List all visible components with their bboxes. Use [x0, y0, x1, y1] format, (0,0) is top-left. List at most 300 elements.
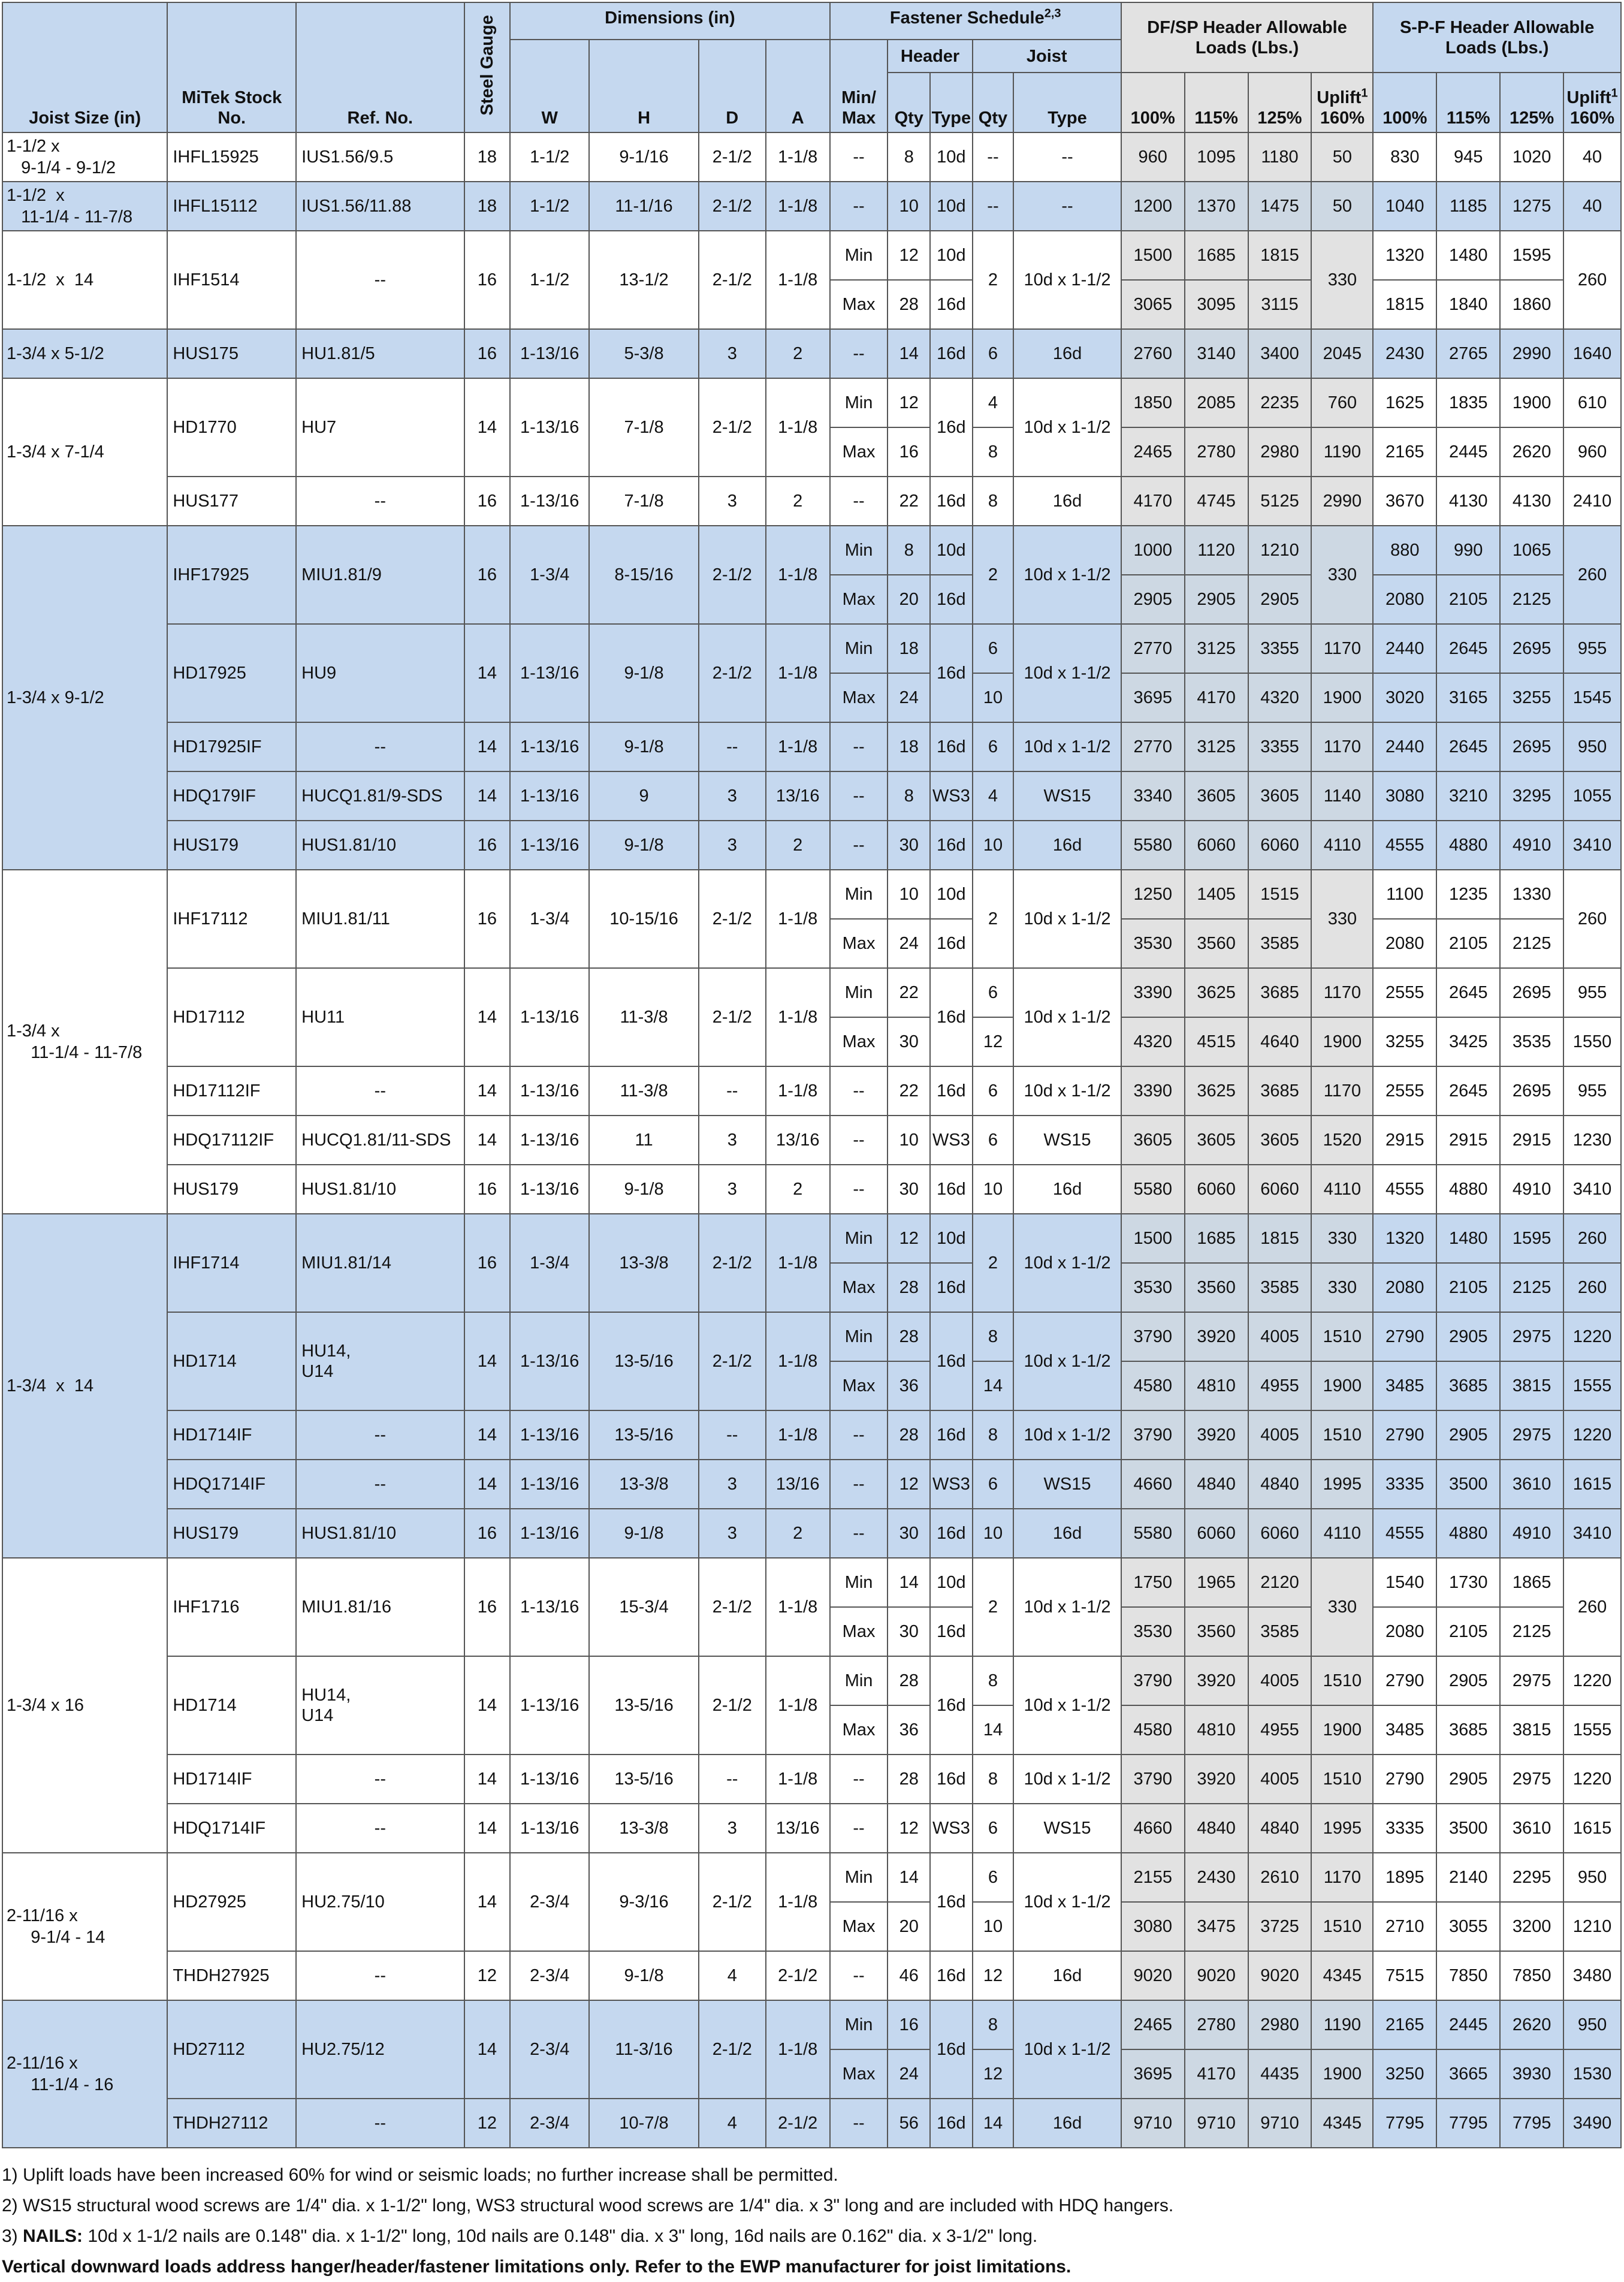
cell-joist-type: 16d: [1013, 2099, 1121, 2148]
cell-dim-d: 3: [699, 821, 766, 870]
cell-header-qty: 20: [888, 1902, 930, 1951]
cell-joist-type: 10d x 1-1/2: [1013, 1214, 1121, 1312]
cell-dim-a: 13/16: [766, 771, 830, 821]
cell-header-qty: 16: [888, 2000, 930, 2049]
cell-dim-h: 10-7/8: [589, 2099, 699, 2148]
cell-df-100: 5580: [1121, 1165, 1185, 1214]
cell-df-uplift: 330: [1311, 870, 1373, 968]
cell-spf-uplift: 40: [1563, 182, 1621, 231]
cell-dim-w: 2-3/4: [510, 1853, 589, 1951]
cell-joist-type: 16d: [1013, 1951, 1121, 2000]
cell-joist-qty: 8: [973, 477, 1014, 526]
cell-df-100: 3530: [1121, 919, 1185, 968]
cell-spf-115: 4880: [1436, 821, 1500, 870]
cell-header-qty: 28: [888, 1410, 930, 1460]
cell-min-max: Max: [830, 1705, 888, 1755]
cell-spf-115: 2915: [1436, 1116, 1500, 1165]
cell-df-uplift: 1900: [1311, 1017, 1373, 1066]
df-uplift-label: Uplift: [1317, 88, 1362, 107]
cell-dim-w: 1-13/16: [510, 821, 589, 870]
cell-df-125: 1815: [1248, 231, 1312, 280]
cell-dim-h: 13-3/8: [589, 1460, 699, 1509]
cell-dim-h: 13-5/16: [589, 1755, 699, 1804]
cell-spf-115: 1835: [1436, 378, 1500, 427]
cell-min-max: Max: [830, 1607, 888, 1656]
cell-df-125: 1180: [1248, 132, 1312, 182]
cell-df-100: 3340: [1121, 771, 1185, 821]
cell-dim-a: 1-1/8: [766, 1558, 830, 1656]
cell-dim-h: 11-3/8: [589, 968, 699, 1066]
cell-ref-no: --: [296, 1755, 464, 1804]
cell-df-115: 3560: [1185, 1607, 1248, 1656]
cell-joist-type: 10d x 1-1/2: [1013, 2000, 1121, 2099]
cell-spf-100: 2080: [1373, 575, 1436, 624]
cell-spf-125: 3200: [1500, 1902, 1563, 1951]
cell-min-max: Min: [830, 1312, 888, 1361]
cell-spf-100: 3335: [1373, 1804, 1436, 1853]
cell-df-uplift: 1190: [1311, 2000, 1373, 2049]
cell-header-type: 10d: [930, 1558, 973, 1607]
cell-df-125: 3585: [1248, 919, 1312, 968]
cell-spf-100: 2080: [1373, 919, 1436, 968]
cell-df-115: 9710: [1185, 2099, 1248, 2148]
cell-spf-115: 2105: [1436, 1607, 1500, 1656]
cell-dim-w: 1-13/16: [510, 771, 589, 821]
fastener-group: [830, 2, 1121, 40]
cell-dim-a: 2: [766, 1165, 830, 1214]
cell-df-100: 4580: [1121, 1705, 1185, 1755]
cell-dim-d: --: [699, 722, 766, 771]
cell-min-max: --: [830, 1460, 888, 1509]
cell-spf-125: 3535: [1500, 1017, 1563, 1066]
cell-stock-no: IHFL15112: [167, 182, 296, 231]
table-row: [2, 968, 1621, 1017]
table-row: [2, 477, 1621, 526]
cell-spf-100: 3250: [1373, 2049, 1436, 2099]
cell-df-125: 3355: [1248, 624, 1312, 673]
cell-df-100: 1000: [1121, 526, 1185, 575]
cell-spf-uplift: 1530: [1563, 2049, 1621, 2099]
cell-spf-uplift: 40: [1563, 132, 1621, 182]
cell-stock-no: HDQ179IF: [167, 771, 296, 821]
cell-dim-w: 2-3/4: [510, 1951, 589, 2000]
cell-df-uplift: 1995: [1311, 1460, 1373, 1509]
table-row: [2, 182, 1621, 231]
cell-dim-h: 13-5/16: [589, 1656, 699, 1755]
cell-min-max: Min: [830, 1214, 888, 1263]
cell-df-115: 1095: [1185, 132, 1248, 182]
cell-ref-no: --: [296, 1066, 464, 1116]
cell-df-125: 1475: [1248, 182, 1312, 231]
cell-joist-size: 1-1/2 x 14: [2, 231, 167, 329]
cell-df-uplift: 1900: [1311, 1705, 1373, 1755]
cell-spf-125: 4910: [1500, 1165, 1563, 1214]
cell-dim-h: 9-1/8: [589, 624, 699, 722]
fastener-sup: 2,3: [1044, 7, 1061, 20]
cell-dim-w: 1-3/4: [510, 870, 589, 968]
cell-df-125: 5125: [1248, 477, 1312, 526]
cell-spf-uplift: 1545: [1563, 673, 1621, 722]
cell-spf-uplift: 260: [1563, 1558, 1621, 1656]
cell-joist-qty: 10: [973, 673, 1014, 722]
cell-spf-115: 3685: [1436, 1705, 1500, 1755]
cell-header-type: 16d: [930, 821, 973, 870]
cell-spf-125: 2695: [1500, 624, 1563, 673]
footnote-2: 2) WS15 structural wood screws are 1/4" dia. x 1-1/2" long, WS3 structural wood screws are 1/4" dia. x 3" long and are included with HDQ hangers.: [2, 2196, 1174, 2215]
col-spf-125: 125%: [1500, 73, 1563, 132]
cell-spf-115: 3685: [1436, 1361, 1500, 1410]
cell-spf-115: 3425: [1436, 1017, 1500, 1066]
cell-df-125: 3605: [1248, 1116, 1312, 1165]
cell-spf-125: 7795: [1500, 2099, 1563, 2148]
cell-dim-w: 1-13/16: [510, 378, 589, 477]
cell-joist-type: 10d x 1-1/2: [1013, 722, 1121, 771]
cell-df-115: 4810: [1185, 1705, 1248, 1755]
col-joist-size: Joist Size (in): [2, 2, 167, 132]
cell-joist-qty: 14: [973, 1705, 1014, 1755]
cell-dim-d: 3: [699, 771, 766, 821]
cell-header-qty: 10: [888, 870, 930, 919]
cell-spf-125: 3815: [1500, 1361, 1563, 1410]
cell-df-100: 2760: [1121, 329, 1185, 378]
cell-dim-d: 4: [699, 2099, 766, 2148]
cell-spf-115: 3500: [1436, 1460, 1500, 1509]
cell-df-125: 2980: [1248, 2000, 1312, 2049]
col-joist-type: Type: [1013, 73, 1121, 132]
cell-header-type: 16d: [930, 280, 973, 329]
cell-spf-125: 2695: [1500, 1066, 1563, 1116]
cell-dim-h: 7-1/8: [589, 378, 699, 477]
cell-df-125: 6060: [1248, 1165, 1312, 1214]
cell-dim-a: 1-1/8: [766, 624, 830, 722]
cell-dim-w: 1-13/16: [510, 1755, 589, 1804]
cell-ref-no: --: [296, 1804, 464, 1853]
cell-steel-gauge: 18: [464, 182, 511, 231]
cell-joist-type: WS15: [1013, 1460, 1121, 1509]
cell-df-100: 2155: [1121, 1853, 1185, 1902]
cell-spf-100: 1320: [1373, 1214, 1436, 1263]
cell-steel-gauge: 16: [464, 231, 511, 329]
cell-spf-125: 2975: [1500, 1755, 1563, 1804]
cell-header-qty: 12: [888, 1214, 930, 1263]
cell-spf-115: 2105: [1436, 919, 1500, 968]
cell-header-type: 16d: [930, 968, 973, 1066]
cell-spf-125: 2125: [1500, 1263, 1563, 1312]
col-minmax: Min/ Max: [830, 40, 888, 132]
cell-df-uplift: 1170: [1311, 624, 1373, 673]
cell-dim-d: 2-1/2: [699, 378, 766, 477]
cell-spf-125: 2620: [1500, 427, 1563, 477]
table-row: [2, 1214, 1621, 1263]
table-row: [2, 378, 1621, 427]
cell-df-uplift: 1510: [1311, 1312, 1373, 1361]
cell-df-100: 4660: [1121, 1804, 1185, 1853]
cell-dim-a: 1-1/8: [766, 1410, 830, 1460]
cell-spf-100: 830: [1373, 132, 1436, 182]
cell-dim-a: 1-1/8: [766, 231, 830, 329]
cell-joist-qty: 8: [973, 1312, 1014, 1361]
cell-min-max: --: [830, 771, 888, 821]
cell-dim-a: 1-1/8: [766, 1656, 830, 1755]
cell-dim-w: 1-13/16: [510, 1656, 589, 1755]
cell-df-100: 4320: [1121, 1017, 1185, 1066]
cell-dim-h: 15-3/4: [589, 1558, 699, 1656]
cell-spf-125: 1865: [1500, 1558, 1563, 1607]
cell-df-115: 4840: [1185, 1460, 1248, 1509]
cell-header-qty: 18: [888, 624, 930, 673]
cell-dim-a: 1-1/8: [766, 1214, 830, 1312]
cell-dim-d: 2-1/2: [699, 526, 766, 624]
cell-joist-size: 1-3/4 x 5-1/2: [2, 329, 167, 378]
cell-joist-type: WS15: [1013, 1804, 1121, 1853]
cell-spf-115: 2105: [1436, 1263, 1500, 1312]
cell-header-qty: 12: [888, 1804, 930, 1853]
cell-stock-no: HUS177: [167, 477, 296, 526]
table-row: [2, 1312, 1621, 1361]
cell-joist-size: 1-3/4 x 9-1/2: [2, 526, 167, 870]
cell-df-125: 4955: [1248, 1705, 1312, 1755]
col-header-type: Type: [930, 73, 973, 132]
cell-stock-no: HD27925: [167, 1853, 296, 1951]
cell-header-type: 16d: [930, 1263, 973, 1312]
cell-header-type: 16d: [930, 575, 973, 624]
cell-spf-uplift: 1615: [1563, 1804, 1621, 1853]
cell-joist-qty: 6: [973, 722, 1014, 771]
cell-df-115: 1120: [1185, 526, 1248, 575]
cell-df-100: 2770: [1121, 624, 1185, 673]
cell-dim-w: 1-1/2: [510, 231, 589, 329]
cell-df-100: 1500: [1121, 1214, 1185, 1263]
cell-steel-gauge: 16: [464, 1165, 511, 1214]
cell-dim-a: 2-1/2: [766, 1951, 830, 2000]
col-a: A: [766, 40, 830, 132]
cell-df-115: 3475: [1185, 1902, 1248, 1951]
cell-header-type: 16d: [930, 1951, 973, 2000]
cell-df-115: 6060: [1185, 1509, 1248, 1558]
col-df-115: 115%: [1185, 73, 1248, 132]
cell-header-qty: 46: [888, 1951, 930, 2000]
cell-min-max: --: [830, 2099, 888, 2148]
cell-header-qty: 22: [888, 1066, 930, 1116]
cell-spf-125: 7850: [1500, 1951, 1563, 2000]
cell-dim-w: 1-13/16: [510, 1116, 589, 1165]
cell-spf-uplift: 955: [1563, 1066, 1621, 1116]
cell-df-100: 3390: [1121, 968, 1185, 1017]
cell-df-100: 5580: [1121, 1509, 1185, 1558]
cell-dim-d: 3: [699, 477, 766, 526]
cell-df-115: 2780: [1185, 2000, 1248, 2049]
cell-min-max: Max: [830, 575, 888, 624]
cell-df-115: 3920: [1185, 1312, 1248, 1361]
cell-min-max: --: [830, 722, 888, 771]
cell-joist-size: 2-11/16 x 9-1/4 - 14: [2, 1853, 167, 2000]
table-body: [2, 132, 1621, 2148]
cell-spf-125: 2695: [1500, 968, 1563, 1017]
cell-spf-125: 1275: [1500, 182, 1563, 231]
cell-joist-type: 10d x 1-1/2: [1013, 1656, 1121, 1755]
cell-joist-qty: 6: [973, 329, 1014, 378]
cell-steel-gauge: 16: [464, 1509, 511, 1558]
table-row: [2, 1558, 1621, 1607]
cell-joist-type: --: [1013, 132, 1121, 182]
cell-joist-type: 16d: [1013, 821, 1121, 870]
col-spf-115: 115%: [1436, 73, 1500, 132]
df-group: DF/SP Header Allowable Loads (Lbs.): [1121, 2, 1374, 73]
cell-ref-no: HUS1.81/10: [296, 821, 464, 870]
cell-header-type: 16d: [930, 1607, 973, 1656]
cell-steel-gauge: 14: [464, 968, 511, 1066]
cell-stock-no: HUS179: [167, 1165, 296, 1214]
cell-df-125: 3400: [1248, 329, 1312, 378]
cell-df-125: 4435: [1248, 2049, 1312, 2099]
cell-stock-no: HDQ17112IF: [167, 1116, 296, 1165]
cell-df-125: 3355: [1248, 722, 1312, 771]
cell-joist-qty: 8: [973, 1755, 1014, 1804]
cell-df-uplift: 4345: [1311, 1951, 1373, 2000]
cell-header-type: 16d: [930, 1755, 973, 1804]
cell-joist-size: 2-11/16 x 11-1/4 - 16: [2, 2000, 167, 2148]
cell-df-115: 3920: [1185, 1755, 1248, 1804]
cell-df-uplift: 330: [1311, 526, 1373, 624]
cell-stock-no: HDQ1714IF: [167, 1804, 296, 1853]
cell-min-max: Max: [830, 919, 888, 968]
cell-spf-125: 1065: [1500, 526, 1563, 575]
footnote-3-prefix: 3): [2, 2226, 23, 2246]
cell-header-qty: 28: [888, 280, 930, 329]
cell-df-125: 3605: [1248, 771, 1312, 821]
cell-spf-115: 2905: [1436, 1755, 1500, 1804]
cell-df-uplift: 1510: [1311, 1410, 1373, 1460]
cell-stock-no: HD17925IF: [167, 722, 296, 771]
cell-min-max: --: [830, 1951, 888, 2000]
cell-joist-qty: --: [973, 132, 1014, 182]
cell-spf-125: 1860: [1500, 280, 1563, 329]
cell-spf-uplift: 1555: [1563, 1361, 1621, 1410]
cell-df-125: 3585: [1248, 1263, 1312, 1312]
cell-df-125: 1515: [1248, 870, 1312, 919]
cell-dim-d: 2-1/2: [699, 1656, 766, 1755]
cell-spf-100: 2165: [1373, 2000, 1436, 2049]
cell-dim-a: 1-1/8: [766, 182, 830, 231]
cell-spf-115: 1840: [1436, 280, 1500, 329]
cell-joist-type: 10d x 1-1/2: [1013, 1312, 1121, 1410]
cell-df-100: 9710: [1121, 2099, 1185, 2148]
cell-spf-125: 3255: [1500, 673, 1563, 722]
cell-df-uplift: 330: [1311, 231, 1373, 329]
cell-header-qty: 12: [888, 231, 930, 280]
cell-joist-qty: 4: [973, 771, 1014, 821]
cell-spf-100: 2555: [1373, 968, 1436, 1017]
cell-spf-125: 2975: [1500, 1656, 1563, 1705]
cell-stock-no: HD1714: [167, 1656, 296, 1755]
joist-hanger-table: [2, 2, 1622, 2148]
cell-df-125: 4320: [1248, 673, 1312, 722]
spf-uplift-pct: 160%: [1569, 108, 1615, 128]
table-row: [2, 1066, 1621, 1116]
cell-df-125: 4005: [1248, 1755, 1312, 1804]
cell-spf-115: 4130: [1436, 477, 1500, 526]
spf-uplift-sup: 1: [1611, 86, 1618, 100]
cell-steel-gauge: 14: [464, 1066, 511, 1116]
cell-joist-qty: 2: [973, 870, 1014, 968]
cell-df-115: 3605: [1185, 771, 1248, 821]
cell-steel-gauge: 16: [464, 870, 511, 968]
dimensions-group: Dimensions (in): [510, 2, 830, 40]
col-df-100: 100%: [1121, 73, 1185, 132]
cell-dim-w: 1-13/16: [510, 1312, 589, 1410]
cell-stock-no: HUS179: [167, 821, 296, 870]
cell-min-max: --: [830, 477, 888, 526]
cell-joist-type: 10d x 1-1/2: [1013, 1558, 1121, 1656]
cell-header-qty: 14: [888, 1853, 930, 1902]
cell-spf-uplift: 960: [1563, 427, 1621, 477]
cell-joist-qty: 6: [973, 624, 1014, 673]
cell-header-type: WS3: [930, 1804, 973, 1853]
cell-spf-115: 945: [1436, 132, 1500, 182]
cell-dim-h: 9-1/8: [589, 1165, 699, 1214]
cell-ref-no: --: [296, 231, 464, 329]
cell-spf-uplift: 3410: [1563, 1509, 1621, 1558]
cell-df-115: 4810: [1185, 1361, 1248, 1410]
cell-df-115: 3560: [1185, 1263, 1248, 1312]
cell-joist-qty: 6: [973, 1066, 1014, 1116]
cell-stock-no: HD1714IF: [167, 1410, 296, 1460]
cell-header-type: 16d: [930, 1410, 973, 1460]
cell-ref-no: MIU1.81/14: [296, 1214, 464, 1312]
cell-header-qty: 30: [888, 1509, 930, 1558]
cell-df-100: 1250: [1121, 870, 1185, 919]
cell-spf-uplift: 260: [1563, 231, 1621, 329]
cell-spf-125: 2125: [1500, 1607, 1563, 1656]
cell-df-uplift: 1520: [1311, 1116, 1373, 1165]
cell-dim-w: 1-13/16: [510, 968, 589, 1066]
cell-df-115: 4745: [1185, 477, 1248, 526]
table-row: [2, 329, 1621, 378]
cell-joist-qty: 14: [973, 2099, 1014, 2148]
cell-dim-d: 3: [699, 1804, 766, 1853]
cell-stock-no: IHF17925: [167, 526, 296, 624]
cell-df-uplift: 1190: [1311, 427, 1373, 477]
cell-joist-qty: 4: [973, 378, 1014, 427]
table-row: [2, 132, 1621, 182]
cell-dim-a: 1-1/8: [766, 378, 830, 477]
cell-spf-100: 2915: [1373, 1116, 1436, 1165]
cell-min-max: Min: [830, 624, 888, 673]
cell-ref-no: --: [296, 1460, 464, 1509]
cell-spf-115: 2905: [1436, 1312, 1500, 1361]
cell-spf-100: 2440: [1373, 624, 1436, 673]
cell-spf-115: 2765: [1436, 329, 1500, 378]
cell-df-100: 2770: [1121, 722, 1185, 771]
cell-spf-100: 880: [1373, 526, 1436, 575]
cell-dim-a: 2: [766, 821, 830, 870]
cell-dim-d: 2-1/2: [699, 1853, 766, 1951]
cell-spf-uplift: 1220: [1563, 1312, 1621, 1361]
cell-dim-h: 9-1/16: [589, 132, 699, 182]
cell-spf-100: 3335: [1373, 1460, 1436, 1509]
cell-dim-h: 11: [589, 1116, 699, 1165]
cell-df-115: 4840: [1185, 1804, 1248, 1853]
cell-min-max: Max: [830, 280, 888, 329]
cell-steel-gauge: 14: [464, 1410, 511, 1460]
cell-dim-w: 1-13/16: [510, 624, 589, 722]
cell-dim-h: 11-3/16: [589, 2000, 699, 2099]
cell-df-125: 4840: [1248, 1804, 1312, 1853]
cell-stock-no: HD17925: [167, 624, 296, 722]
cell-stock-no: IHF1714: [167, 1214, 296, 1312]
table-row: [2, 1755, 1621, 1804]
footnote-3-label: NAILS:: [23, 2226, 83, 2246]
